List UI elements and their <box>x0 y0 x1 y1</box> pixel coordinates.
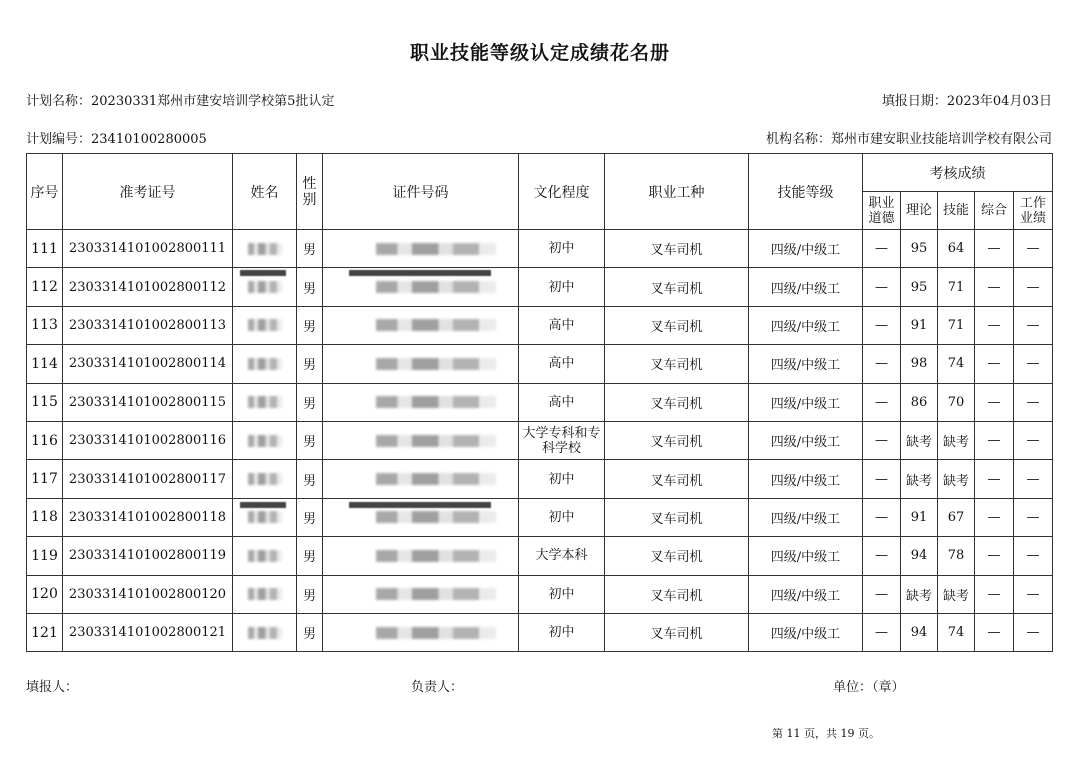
cell-gender: 男 <box>297 575 323 613</box>
cell-ethics: — <box>863 613 901 651</box>
cell-theory: 91 <box>901 306 938 344</box>
cell-ticket: 2303314101002800117 <box>63 460 233 498</box>
cell-id-number <box>323 383 519 421</box>
cell-theory: 缺考 <box>901 460 938 498</box>
col-results-group-header: 考核成绩 <box>863 154 1053 192</box>
cell-overall: — <box>975 306 1014 344</box>
col-id-header: 证件号码 <box>323 154 519 230</box>
table-row <box>27 230 1053 268</box>
col-skill-header: 技能 <box>938 192 975 230</box>
redacted-id-number <box>376 550 496 562</box>
cell-overall: — <box>975 537 1014 575</box>
cell-level: 四级/中级工 <box>749 230 863 268</box>
cell-level: 四级/中级工 <box>749 613 863 651</box>
cell-work: — <box>1014 230 1053 268</box>
cell-education: 初中 <box>519 575 605 613</box>
cell-skill: 74 <box>938 613 975 651</box>
cell-education: 高中 <box>519 345 605 383</box>
redacted-name <box>248 358 282 370</box>
cell-id-number <box>323 613 519 651</box>
cell-education: 初中 <box>519 230 605 268</box>
table-row <box>27 537 1053 575</box>
cell-theory: 91 <box>901 498 938 536</box>
cell-gender: 男 <box>297 537 323 575</box>
redacted-name <box>248 627 282 639</box>
cell-work: — <box>1014 306 1053 344</box>
cell-name <box>233 575 297 613</box>
cell-level: 四级/中级工 <box>749 460 863 498</box>
cell-gender: 男 <box>297 498 323 536</box>
cell-work: — <box>1014 613 1053 651</box>
cell-skill: 缺考 <box>938 575 975 613</box>
col-level-header: 技能等级 <box>749 154 863 230</box>
cell-education: 大学本科 <box>519 537 605 575</box>
redaction-bar <box>349 502 491 508</box>
table-row <box>27 460 1053 498</box>
cell-ethics: — <box>863 383 901 421</box>
cell-theory: 95 <box>901 230 938 268</box>
cell-education: 大学专科和专科学校 <box>519 421 605 459</box>
cell-ticket: 2303314101002800115 <box>63 383 233 421</box>
cell-overall: — <box>975 268 1014 306</box>
cell-overall: — <box>975 460 1014 498</box>
roster-title: 职业技能等级认定成绩花名册 <box>409 42 670 64</box>
cell-ticket: 2303314101002800118 <box>63 498 233 536</box>
cell-id-number <box>323 345 519 383</box>
cell-level: 四级/中级工 <box>749 537 863 575</box>
redacted-id-number <box>376 473 496 485</box>
roster-body <box>27 230 1053 652</box>
plan-name: 计划名称：20230331郑州市建安培训学校第5批认定 <box>26 94 335 109</box>
cell-skill: 71 <box>938 268 975 306</box>
cell-skill: 缺考 <box>938 421 975 459</box>
cell-theory: 94 <box>901 613 938 651</box>
redacted-id-number <box>376 319 496 331</box>
cell-ticket: 2303314101002800121 <box>63 613 233 651</box>
table-row <box>27 345 1053 383</box>
cell-theory: 缺考 <box>901 575 938 613</box>
cell-theory: 94 <box>901 537 938 575</box>
filler-label: 填报人： <box>26 680 79 695</box>
redacted-name <box>248 511 282 523</box>
redacted-id-number <box>376 511 496 523</box>
cell-id-number <box>323 306 519 344</box>
cell-overall: — <box>975 345 1014 383</box>
cell-seq: 118 <box>27 498 63 536</box>
table-row <box>27 306 1053 344</box>
cell-trade: 叉车司机 <box>605 498 749 536</box>
cell-skill: 70 <box>938 383 975 421</box>
col-theory-header: 理论 <box>901 192 938 230</box>
cell-gender: 男 <box>297 345 323 383</box>
cell-education: 初中 <box>519 460 605 498</box>
redacted-id-number <box>376 588 496 600</box>
cell-work: — <box>1014 575 1053 613</box>
cell-id-number <box>323 575 519 613</box>
cell-seq: 113 <box>27 306 63 344</box>
cell-ticket: 2303314101002800113 <box>63 306 233 344</box>
cell-id-number <box>323 460 519 498</box>
cell-level: 四级/中级工 <box>749 421 863 459</box>
col-education-header: 文化程度 <box>519 154 605 230</box>
col-name-header: 姓名 <box>233 154 297 230</box>
cell-name <box>233 306 297 344</box>
cell-ethics: — <box>863 268 901 306</box>
cell-seq: 114 <box>27 345 63 383</box>
cell-gender: 男 <box>297 268 323 306</box>
cell-work: — <box>1014 345 1053 383</box>
cell-seq: 115 <box>27 383 63 421</box>
cell-theory: 86 <box>901 383 938 421</box>
redaction-bar <box>240 270 286 276</box>
cell-skill: 78 <box>938 537 975 575</box>
col-seq-header: 序号 <box>27 154 63 230</box>
cell-trade: 叉车司机 <box>605 345 749 383</box>
cell-id-number <box>323 230 519 268</box>
cell-id-number <box>323 537 519 575</box>
cell-skill: 缺考 <box>938 460 975 498</box>
cell-seq: 121 <box>27 613 63 651</box>
redacted-id-number <box>376 396 496 408</box>
cell-name <box>233 230 297 268</box>
cell-trade: 叉车司机 <box>605 613 749 651</box>
cell-trade: 叉车司机 <box>605 537 749 575</box>
cell-trade: 叉车司机 <box>605 575 749 613</box>
redacted-name <box>248 435 282 447</box>
cell-overall: — <box>975 421 1014 459</box>
cell-skill: 71 <box>938 306 975 344</box>
cell-ethics: — <box>863 306 901 344</box>
cell-trade: 叉车司机 <box>605 460 749 498</box>
redacted-id-number <box>376 435 496 447</box>
table-row <box>27 383 1053 421</box>
cell-seq: 119 <box>27 537 63 575</box>
cell-seq: 117 <box>27 460 63 498</box>
cell-gender: 男 <box>297 383 323 421</box>
cell-work: — <box>1014 383 1053 421</box>
cell-level: 四级/中级工 <box>749 498 863 536</box>
cell-seq: 120 <box>27 575 63 613</box>
cell-ethics: — <box>863 537 901 575</box>
cell-work: — <box>1014 268 1053 306</box>
cell-trade: 叉车司机 <box>605 383 749 421</box>
redaction-bar <box>240 502 286 508</box>
col-ethics-header: 职业道德 <box>863 192 901 230</box>
cell-ticket: 2303314101002800120 <box>63 575 233 613</box>
cell-work: — <box>1014 498 1053 536</box>
cell-level: 四级/中级工 <box>749 268 863 306</box>
cell-trade: 叉车司机 <box>605 268 749 306</box>
cell-gender: 男 <box>297 421 323 459</box>
cell-name <box>233 460 297 498</box>
redacted-id-number <box>376 281 496 293</box>
cell-gender: 男 <box>297 230 323 268</box>
cell-theory: 95 <box>901 268 938 306</box>
cell-name <box>233 421 297 459</box>
organization-name: 机构名称：郑州市建安职业技能培训学校有限公司 <box>765 132 1052 147</box>
cell-trade: 叉车司机 <box>605 421 749 459</box>
cell-name <box>233 613 297 651</box>
cell-name <box>233 537 297 575</box>
cell-ticket: 2303314101002800116 <box>63 421 233 459</box>
col-gender-header: 性别 <box>297 154 323 230</box>
redacted-name <box>248 243 282 255</box>
cell-gender: 男 <box>297 460 323 498</box>
cell-ticket: 2303314101002800111 <box>63 230 233 268</box>
cell-ethics: — <box>863 345 901 383</box>
cell-skill: 67 <box>938 498 975 536</box>
score-roster-table <box>26 153 1053 652</box>
cell-level: 四级/中级工 <box>749 383 863 421</box>
cell-trade: 叉车司机 <box>605 230 749 268</box>
fill-date: 填报日期：2023年04月03日 <box>881 94 1052 109</box>
cell-name <box>233 345 297 383</box>
cell-work: — <box>1014 460 1053 498</box>
redacted-name <box>248 473 282 485</box>
table-row <box>27 498 1053 536</box>
cell-ethics: — <box>863 460 901 498</box>
cell-skill: 74 <box>938 345 975 383</box>
plan-number: 计划编号：23410100280005 <box>26 132 207 147</box>
cell-level: 四级/中级工 <box>749 345 863 383</box>
cell-id-number <box>323 421 519 459</box>
cell-education: 高中 <box>519 383 605 421</box>
table-row <box>27 268 1053 306</box>
cell-seq: 112 <box>27 268 63 306</box>
cell-gender: 男 <box>297 613 323 651</box>
cell-theory: 缺考 <box>901 421 938 459</box>
cell-ethics: — <box>863 421 901 459</box>
cell-education: 初中 <box>519 498 605 536</box>
cell-ethics: — <box>863 498 901 536</box>
cell-overall: — <box>975 230 1014 268</box>
col-work-header: 工作业绩 <box>1014 192 1053 230</box>
cell-skill: 64 <box>938 230 975 268</box>
cell-seq: 111 <box>27 230 63 268</box>
cell-trade: 叉车司机 <box>605 306 749 344</box>
cell-ethics: — <box>863 230 901 268</box>
cell-overall: — <box>975 383 1014 421</box>
unit-seal-label: 单位：（章） <box>833 680 905 695</box>
cell-level: 四级/中级工 <box>749 306 863 344</box>
redacted-name <box>248 550 282 562</box>
cell-overall: — <box>975 613 1014 651</box>
cell-education: 高中 <box>519 306 605 344</box>
redacted-name <box>248 396 282 408</box>
page-indicator: 第 11 页，共 19 页。 <box>772 727 880 740</box>
table-row <box>27 575 1053 613</box>
cell-overall: — <box>975 575 1014 613</box>
col-ticket-header: 准考证号 <box>63 154 233 230</box>
cell-work: — <box>1014 537 1053 575</box>
cell-ticket: 2303314101002800112 <box>63 268 233 306</box>
cell-level: 四级/中级工 <box>749 575 863 613</box>
cell-theory: 98 <box>901 345 938 383</box>
redacted-id-number <box>376 627 496 639</box>
cell-ticket: 2303314101002800114 <box>63 345 233 383</box>
cell-education: 初中 <box>519 268 605 306</box>
cell-seq: 116 <box>27 421 63 459</box>
redacted-name <box>248 588 282 600</box>
redacted-name <box>248 281 282 293</box>
table-row <box>27 613 1053 651</box>
cell-work: — <box>1014 421 1053 459</box>
cell-ticket: 2303314101002800119 <box>63 537 233 575</box>
cell-education: 初中 <box>519 613 605 651</box>
cell-gender: 男 <box>297 306 323 344</box>
cell-overall: — <box>975 498 1014 536</box>
redacted-id-number <box>376 358 496 370</box>
redaction-bar <box>349 270 491 276</box>
owner-label: 负责人： <box>411 680 464 695</box>
table-row <box>27 421 1053 459</box>
col-trade-header: 职业工种 <box>605 154 749 230</box>
col-overall-header: 综合 <box>975 192 1014 230</box>
redacted-name <box>248 319 282 331</box>
cell-name <box>233 383 297 421</box>
redacted-id-number <box>376 243 496 255</box>
cell-ethics: — <box>863 575 901 613</box>
